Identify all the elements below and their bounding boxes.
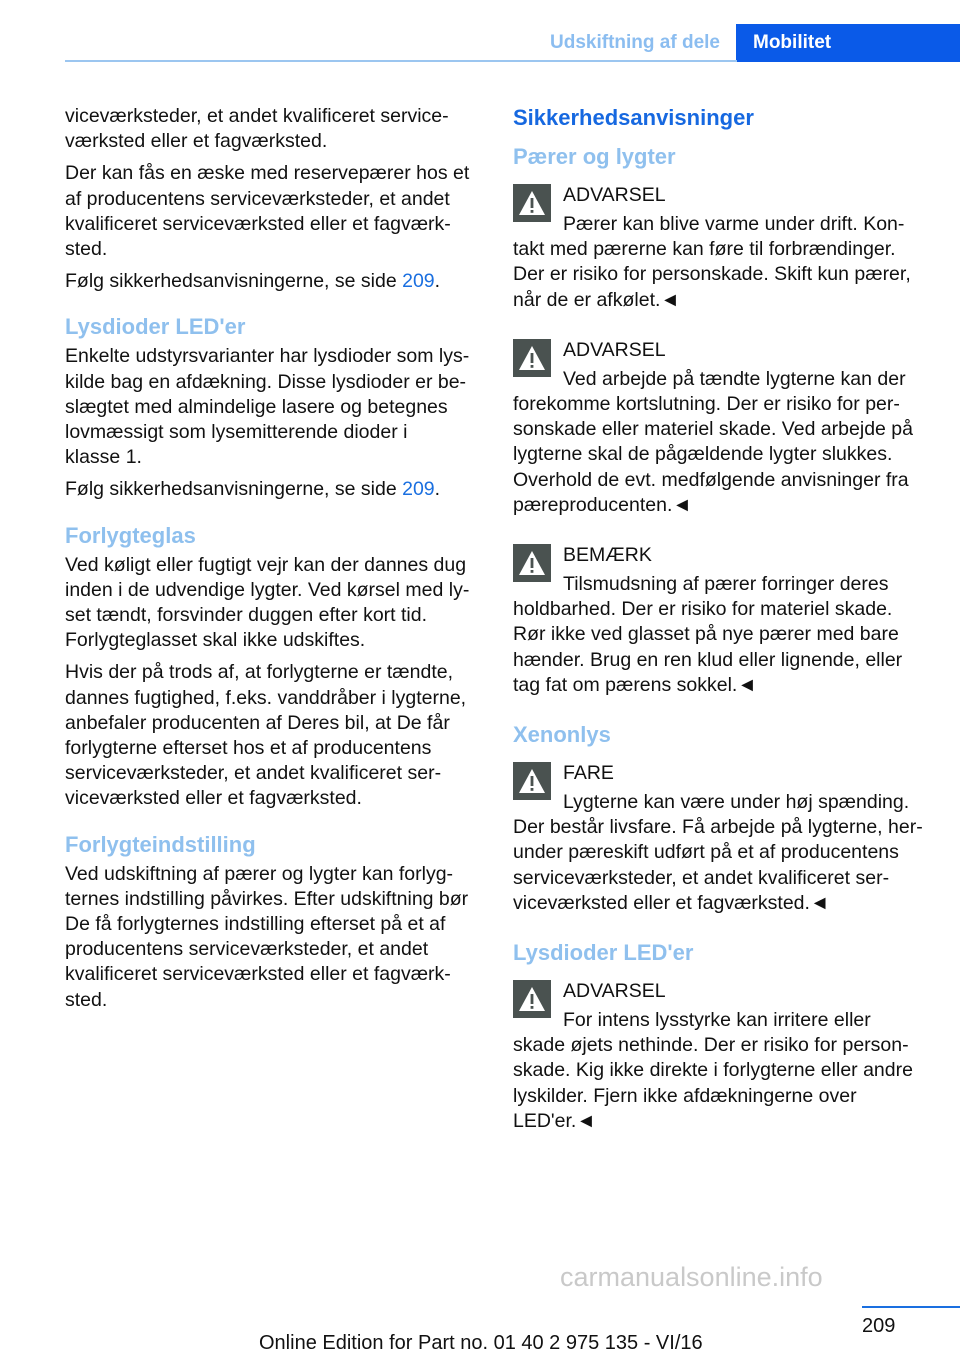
paragraph: viceværksteder, et andet kvalificeret service- værksted eller et fagværksted. [65, 105, 449, 153]
text: . [434, 270, 441, 293]
warning-title: ADVARSEL [563, 184, 666, 206]
section-heading: Lysdioder LED'er [513, 940, 694, 966]
watermark: carmanualsonline.info [560, 1262, 823, 1292]
warning-triangle-icon [513, 544, 551, 582]
warning-box [513, 180, 933, 313]
warning-text: Pærer kan blive varme under drift. Kon- takt med pærerne kan føre til forbrændinger. Der er risiko for personskade. Skift kun pærer, når de er afkølet.◄ [513, 213, 911, 311]
paragraph: Enkelte udstyrsvarianter har lysdioder som lys- kilde bag en afdækning. Disse lysdioder er be- slægtet med almindelige lasere og betegnes lovmæssigt som lysemitterende dioder i klasse 1. [65, 345, 470, 469]
warning-title: ADVARSEL [563, 338, 666, 361]
page-link[interactable]: 209 [402, 270, 435, 293]
note-text: Tilsmudsning af pærer forringer deres holdbarhed. Der er risiko for materiel skade. Rør ikke ved glasset på nye pærer med bare hænder. Brug en ren klud eller lignende, eller tag fat om pærens sokkel.◄ [513, 573, 903, 696]
warning-text: For intens lysstyrke kan irritere eller skade øjets nethinde. Der er risiko for person- skade. Kig ikke direkte i forlygterne eller andre lyskilder. Fjern ikke afdækningerne over LED'er.◄ [513, 1009, 913, 1132]
header-divider [65, 60, 737, 62]
note-title: BEMÆRK [563, 544, 652, 567]
warning-triangle-icon [513, 339, 551, 377]
paragraph: Hvis der på trods af, at forlygterne er tændte, dannes fugtighed, f.eks. vanddråber i lygterne, anbefaler producenten af Deres bil, at De får forlygterne efterset hos et af producentens serviceværksteder, et andet kvalificeret ser- viceværksted eller et fagværksted. [65, 661, 467, 810]
header-chapter-tab[interactable]: Mobilitet [736, 24, 960, 62]
warning-box [513, 335, 933, 518]
paragraph: Der kan fås en æske med reservepærer hos et af producentens serviceværksteder, et andet kvalificeret serviceværksted eller et fagværk- sted. [65, 162, 470, 261]
warning-text: Ved arbejde på tændte lygterne kan der forekomme kortslutning. Der er risiko for per- sonskade eller materiel skade. Ved arbejde på lygterne skal de pågældende lygter slukkes. Overhold de evt. medfølgende anvisninger fra pæreproducenten.◄ [513, 367, 913, 516]
danger-title: FARE [563, 762, 614, 785]
page-number: 209 [862, 1315, 896, 1337]
section-heading: Forlygteglas [65, 522, 196, 548]
note-box [513, 540, 933, 698]
footer-divider [862, 1306, 960, 1308]
left-column [65, 104, 490, 1020]
danger-box [513, 758, 933, 916]
section-heading: Forlygteindstilling [65, 831, 256, 857]
main-heading: Sikkerhedsanvisninger [513, 105, 754, 130]
header-section-title: Udskiftning af dele [550, 32, 720, 53]
section-heading: Xenonlys [513, 722, 611, 748]
warning-triangle-icon [513, 184, 551, 222]
warning-title: ADVARSEL [563, 980, 666, 1003]
paragraph [65, 269, 490, 294]
warning-triangle-icon [513, 980, 551, 1018]
paragraph: Ved udskiftning af pærer og lygter kan forlyg- ternes indstilling påvirkes. Efter udskiftning bør De få forlygternes indstilling efterset på et af producentens serviceværksteder, et andet kvalificeret serviceværksted eller et fagværk- sted. [65, 862, 469, 1011]
text: . [434, 478, 441, 501]
text: Følg sikkerhedsanvisningerne, se side [65, 478, 403, 501]
warning-box [513, 976, 933, 1134]
section-heading: Lysdioder LED'er [65, 314, 246, 340]
warning-triangle-icon [513, 762, 551, 800]
text: Følg sikkerhedsanvisningerne, se side [65, 270, 403, 293]
section-heading: Pærer og lygter [513, 144, 676, 169]
edition-footer: Online Edition for Part no. 01 40 2 975 135 - VI/16 [259, 1332, 703, 1354]
paragraph [65, 477, 490, 502]
right-column [513, 104, 933, 1156]
danger-text: Lygterne kan være under høj spænding. Der består livsfare. Få arbejde på lygterne, her- under pæreskift udført på et af producentens serviceværksteder, et andet kvalificeret ser- viceværksted eller et fagværksted.◄ [513, 791, 923, 914]
page-link[interactable]: 209 [402, 478, 435, 501]
paragraph: Ved køligt eller fugtigt vejr kan der dannes dug inden i de udvendige lygter. Ved kørsel med ly- set tændt, forsvinder duggen efter kort tid. Forlygteglasset skal ikke udskiftes. [65, 553, 470, 652]
